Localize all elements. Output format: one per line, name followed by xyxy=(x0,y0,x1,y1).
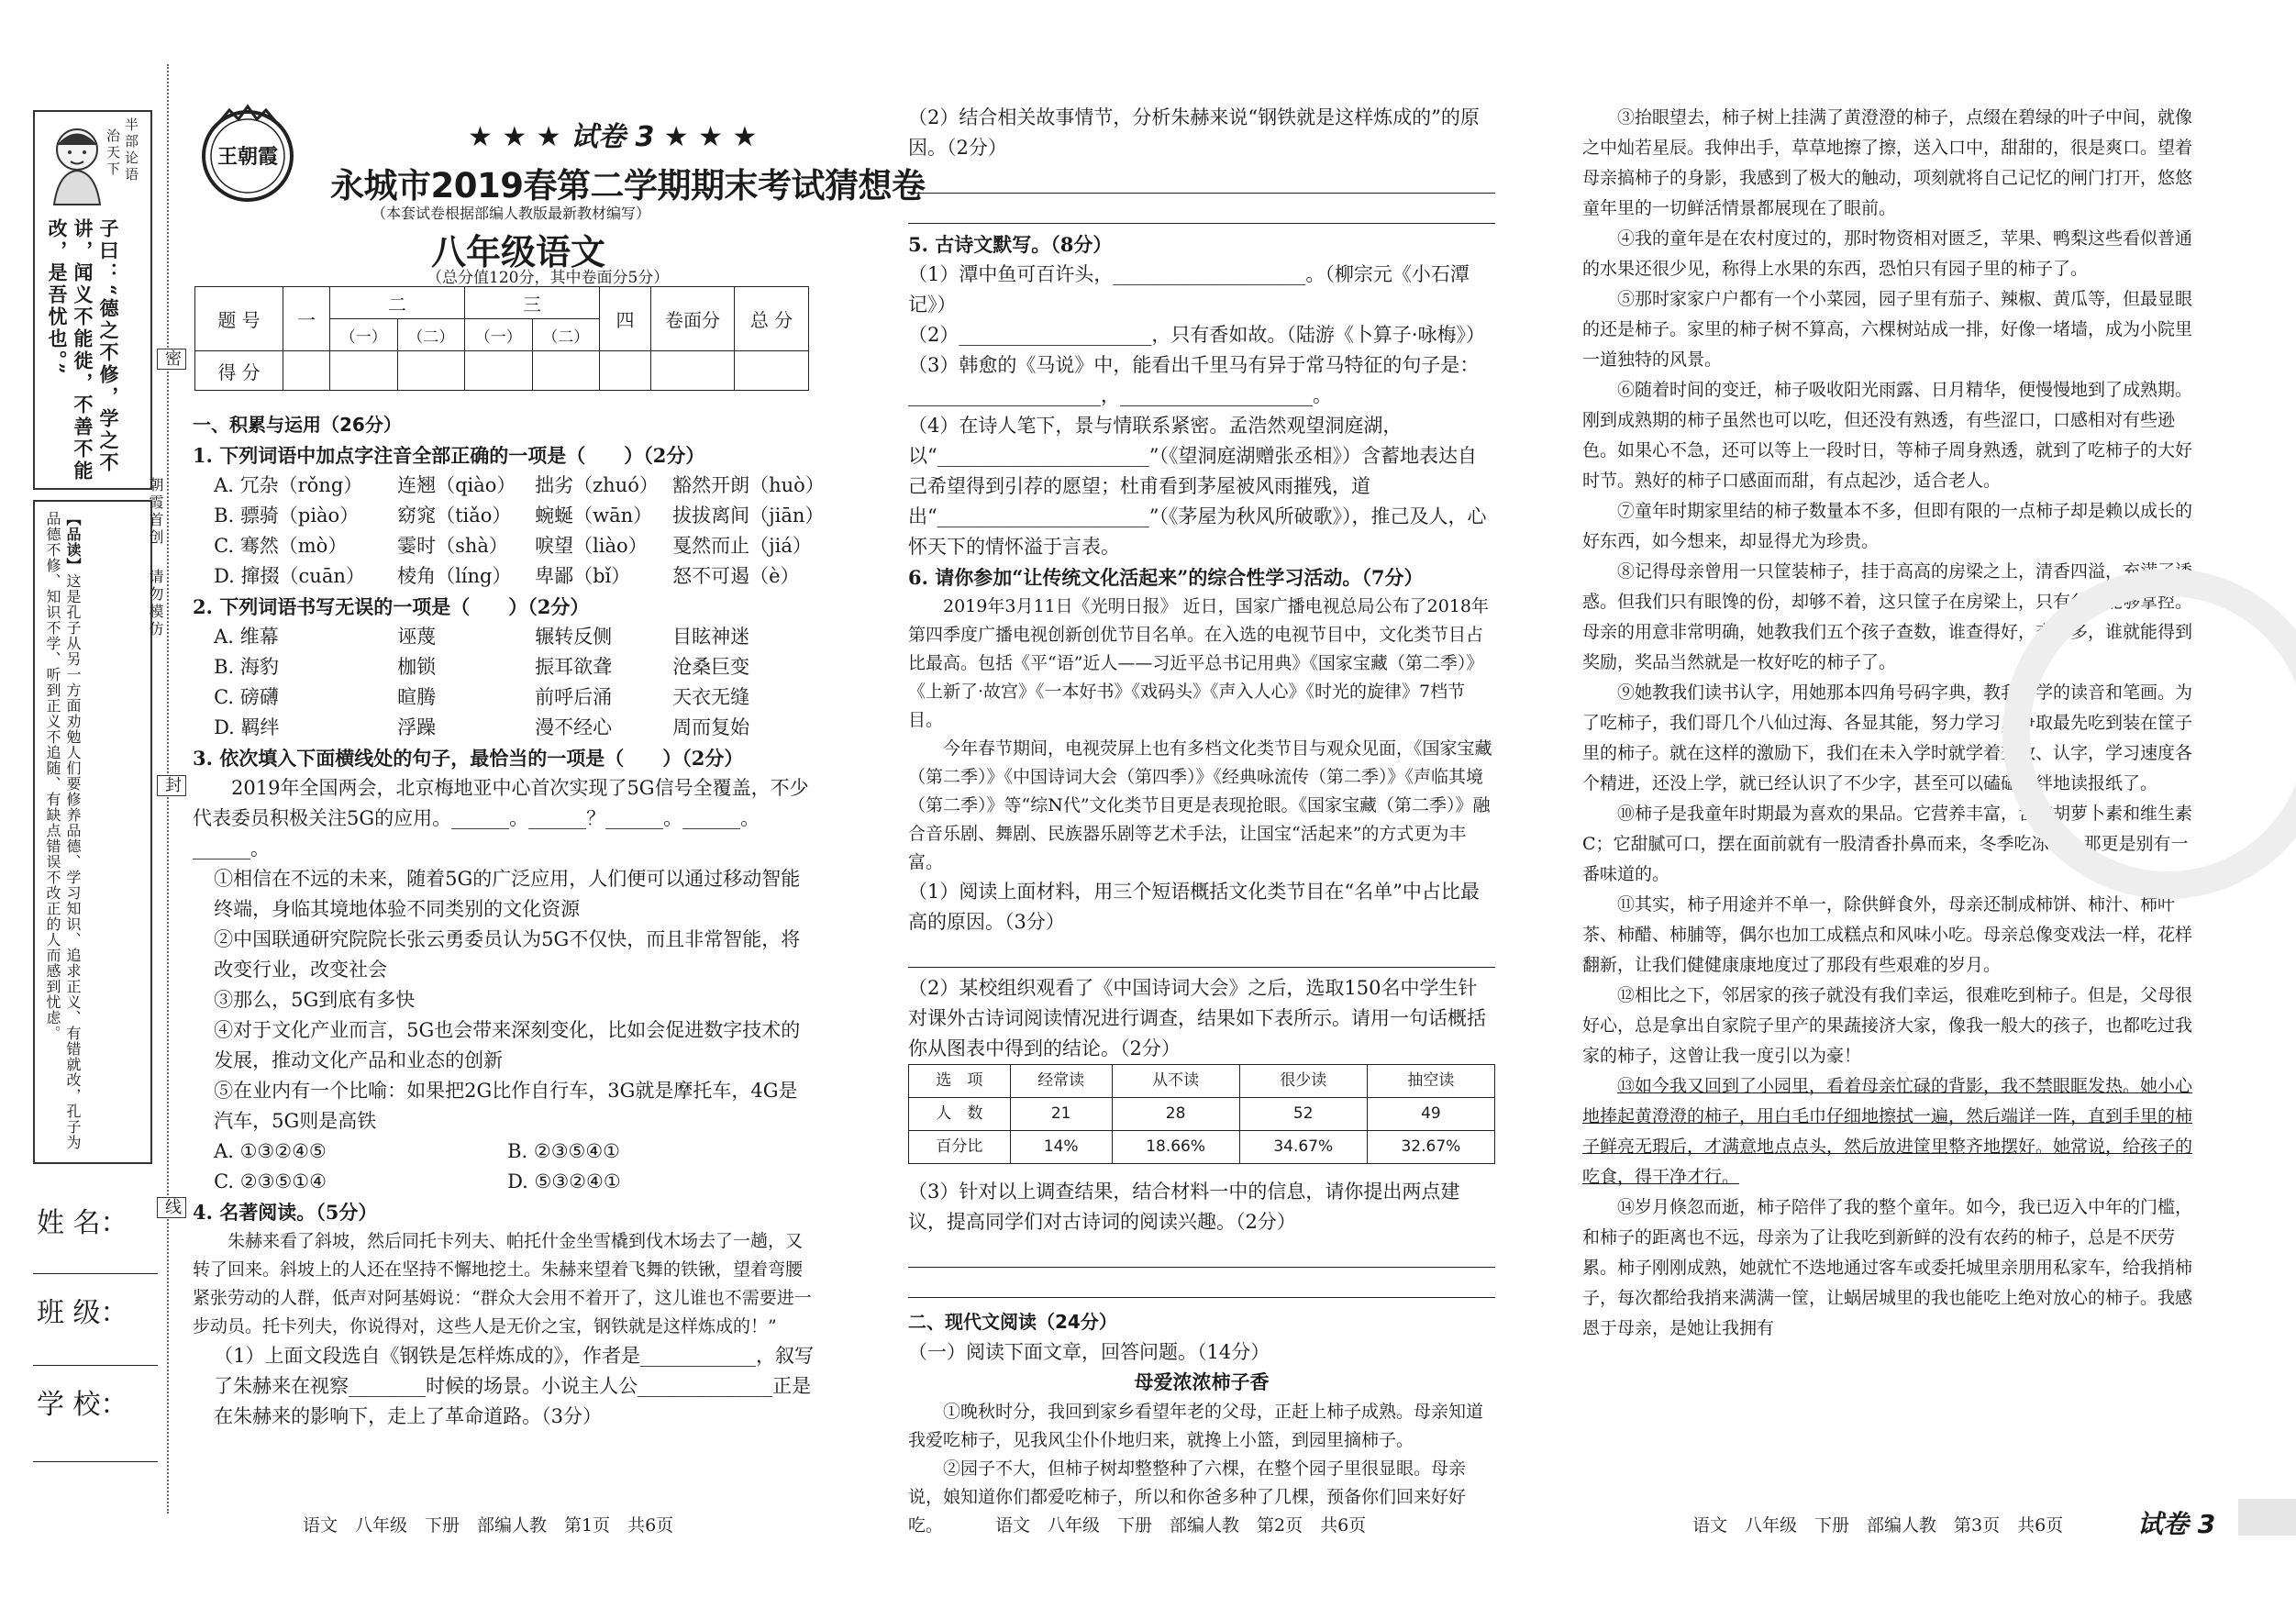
corner-bar xyxy=(2238,1499,2296,1536)
essay-paragraph: ②园子不大，但柿子树却整整种了六棵，在整个园子里很显眼。母亲说，娘知道你们都爱吃柿子，所以和你爸多种了几棵，预备你们回来好好吃。 xyxy=(908,1458,1467,1536)
q1-opt: 窈窕（tiǎo） xyxy=(397,505,512,527)
survey-header: 抽空读 xyxy=(1367,1065,1494,1098)
score-cell[interactable] xyxy=(651,351,735,391)
q5-line: （4）在诗人笔下，景与情联系紧密。孟浩然观望洞庭湖，以“______________________”（《望洞庭湖赠张丞相》）含蓄地表达自己希望得到引荐的愿望；杜甫看到茅屋被风雨摧残，道出“______________________”（《茅屋为秋风所破歌》），推己及人，心怀天下的情怀溢于言表。 xyxy=(908,415,1487,558)
score-cell[interactable] xyxy=(532,351,600,391)
q1-opt: 豁然开朗（huò） xyxy=(672,474,825,496)
section-2-sub: （一）阅读下面文章，回答问题。（14分） xyxy=(908,1341,1270,1363)
score-col-3: 三 xyxy=(465,287,600,319)
q2-opt: 目眩神迷 xyxy=(672,626,750,648)
q3-opt: C. ②③⑤①④ xyxy=(214,1170,327,1192)
q1-opt: 唳望（liào） xyxy=(535,535,648,557)
survey-cell: 21 xyxy=(1010,1098,1112,1131)
pindu-text xyxy=(42,511,83,1153)
q1-stem: 1. 下列词语中加点字注音全部正确的一项是（ ）（2分） xyxy=(193,444,705,467)
q2-opt: 诬蔑 xyxy=(397,626,437,648)
q1-opt: 拔拔离间（jiān） xyxy=(672,505,825,527)
confucius-portrait xyxy=(40,117,114,209)
essay-paragraph: ④我的童年是在农村度过的，那时物资相对匮乏，苹果、鸭梨这些看似普通的水果还很少见，称得上水果的东西，恐怕只有园子里的柿子了。 xyxy=(1582,228,2193,279)
confucius-box xyxy=(33,110,152,490)
q2-opt: 振耳欲聋 xyxy=(535,656,613,678)
score-sub-4: （二） xyxy=(532,319,600,351)
q6-1: （1）阅读上面材料，用三个短语概括文化类节目在“名单”中占比最高的原因。（3分） xyxy=(908,881,1480,933)
column-2 xyxy=(908,103,1495,1540)
score-cell[interactable] xyxy=(735,351,809,391)
survey-header: 选 项 xyxy=(909,1065,1011,1098)
paper-number-text: 试卷 3 xyxy=(571,121,655,153)
score-col-4: 四 xyxy=(600,287,651,351)
q2-opt: 漫不经心 xyxy=(535,716,613,738)
q2-opt: 沧桑巨变 xyxy=(672,656,750,678)
survey-header: 从不读 xyxy=(1112,1065,1239,1098)
score-col-5: 卷面分 xyxy=(651,287,735,351)
survey-cell: 18.66% xyxy=(1112,1131,1239,1164)
q1-opt: 卑鄙（bǐ） xyxy=(535,565,631,587)
school-label: 学 校： xyxy=(37,1389,128,1421)
q1-opt: 霎时（shà） xyxy=(397,535,508,557)
q5-stem: 5. 古诗文默写。（8分） xyxy=(908,233,1113,256)
essay-paragraph: ③抬眼望去，柿子树上挂满了黄澄澄的柿子，点缀在碧绿的叶子中间，就像之中灿若星辰。我伸出手，草草地擦了擦，送入口中，甜甜的，很是爽口。望着母亲搞柿子的身影，我感到了极大的触动，项刻就将自己记忆的闸门打开，悠悠童年里的一切鲜活情景都展现在了眼前。 xyxy=(1582,107,2193,218)
q6-2: （2）某校组织观看了《中国诗词大会》之后，选取150名中学生针对课外古诗词阅读情况进行调查，结果如下表所示。请用一句话概括你从图表中得到的结论。（2分） xyxy=(908,977,1486,1059)
essay-paragraph: ①晚秋时分，我回到家乡看望年老的父母，正赶上柿子成熟。母亲知道我爱吃柿子，见我风尘仆仆地归来，就搀上小篮，到园里摘柿子。 xyxy=(908,1402,1484,1450)
survey-row-label: 人 数 xyxy=(909,1098,1011,1131)
score-sub-3: （一） xyxy=(465,319,533,351)
q3-item: ④对于文化产业而言，5G也会带来深刻变化，比如会促进数字技术的发展，推动文化产品和业态的创新 xyxy=(214,1019,801,1071)
q1-opt: D. 撺掇（cuān） xyxy=(214,565,365,587)
q2-opt: B. 海豹 xyxy=(214,656,279,678)
answer-line[interactable] xyxy=(908,199,1495,224)
q3-item: ⑤在业内有一个比喻：如果把2G比作自行车，3G就是摩托车，4G是汽车，5G则是高铁 xyxy=(214,1080,798,1132)
q6-3: （3）针对以上调查结果，结合材料一中的信息，请你提出两点建议，提高同学们对古诗词的阅读兴趣。（2分） xyxy=(908,1181,1460,1233)
score-cell[interactable] xyxy=(283,351,330,391)
q6-text-1: 2019年3月11日《光明日报》 近日，国家广播电视总局公布了2018年第四季度广播电视创新创优节目名单。在入选的电视节目中，文化类节目占比最高。包括《平“语”近人——习近平总书记用典》《国家宝藏（第二季）》《上新了·故宫》《一本好书》《戏码头》《声入人心》《时光的旋律》7档节目。 xyxy=(908,596,1490,730)
score-cell[interactable] xyxy=(330,351,398,391)
q3-opt: A. ①③②④⑤ xyxy=(214,1140,327,1162)
q2-opt: 周而复始 xyxy=(672,716,750,738)
q2-opt: 前呼后涌 xyxy=(535,686,613,708)
q2-opt: 暄腾 xyxy=(397,686,437,708)
seal-xian: 线 xyxy=(157,1197,186,1218)
section-1-heading: 一、积累与运用（26分） xyxy=(193,414,402,436)
q3-item: ①相信在不远的未来，随着5G的广泛应用，人们便可以通过移动智能终端，身临其境地体验不同类别的文化资源 xyxy=(214,868,801,920)
survey-cell: 28 xyxy=(1112,1098,1239,1131)
q2-opt: 浮躁 xyxy=(397,716,437,738)
survey-row-label: 百分比 xyxy=(909,1131,1011,1164)
seal-feng: 封 xyxy=(157,775,186,796)
paper-number: ★ ★ ★ 试卷 3 ★ ★ ★ xyxy=(468,121,758,153)
name-label: 姓 名： xyxy=(37,1207,128,1239)
q2-opt: A. 维幕 xyxy=(214,626,279,648)
name-input[interactable] xyxy=(33,1248,158,1274)
q2-opt: C. 磅礴 xyxy=(214,686,279,708)
essay-title: 母爱浓浓柿子香 xyxy=(1134,1371,1270,1393)
survey-cell: 32.67% xyxy=(1367,1131,1494,1164)
exam-note: （本套试卷根据部编人教版最新教材编写） xyxy=(372,205,651,222)
q5-line: （3）韩愈的《马说》中，能看出千里马有异于常马特征的句子是：____________________，____________________。 xyxy=(908,354,1480,406)
q1-opt: B. 骠骑（piào） xyxy=(214,505,360,527)
essay-paragraph: ⑤那时家家户户都有一个小菜园，园子里有茄子、辣椒、黄瓜等，但最显眼的还是柿子。家里的柿子树不算高，六棵树站成一排，好像一堵墙，成为小院里一道独特的风景。 xyxy=(1582,289,2193,370)
survey-header: 很少读 xyxy=(1239,1065,1367,1098)
q2-opt: D. 羁绊 xyxy=(214,716,280,738)
class-label: 班 级： xyxy=(37,1297,128,1329)
seal-mi: 密 xyxy=(157,349,186,370)
answer-line[interactable] xyxy=(908,169,1495,194)
q3-text: 2019年全国两会，北京梅地亚中心首次实现了5G信号全覆盖，不少代表委员积极关注5G的应用。______。______？______。______。______。 xyxy=(193,777,809,859)
q1-opt: 棱角（líng） xyxy=(397,565,512,587)
essay-paragraph: ⑬如今我又回到了小园里，看着母亲忙碌的背影，我不禁眼眶发热。她小心地捧起黄澄澄的柿子，用白毛巾仔细地擦拭一遍，然后端详一阵，直到手里的柿子鲜亮无瑕后，才满意地点点头，然后放进筐里整齐地摆好。她常说，给孩子的吃食，得干净才行。 xyxy=(1582,1076,2193,1187)
q1-opt: A. 冗杂（rǒng） xyxy=(214,474,363,496)
score-cell[interactable] xyxy=(600,351,651,391)
essay-paragraph: ⑥随着时间的变迁，柿子吸收阳光雨露、日月精华，便慢慢地到了成熟期。刚到成熟期的柿子虽然也可以吃，但还没有熟透，有些涩口，口感相对有些逊色。如果心不急，还可以等上一段时日，等柿子周身熟透，就到了吃柿子的大好时节。熟好的柿子口感面而甜，有点起沙，适合老人。 xyxy=(1582,380,2193,491)
corner-paper-label: 试卷 3 xyxy=(2137,1509,2216,1539)
essay-paragraph: ⑧记得母亲曾用一只筐装柿子，挂于高高的房梁之上，清香四溢，充满了诱惑。但我们只有眼馋的份，却够不着，这只筐子在房梁上，只有父母能够掌控。母亲的用意非常明确，她教我们五个孩子查数，谁查得好，查得多，谁就能得到奖励，奖品当然就是一枚好吃的柿子了。 xyxy=(1582,561,2193,672)
q1-opt: 蜿蜒（wān） xyxy=(535,505,653,527)
essay-paragraph: ⑦童年时期家里结的柿子数量本不多，但即有限的一点柿子却是赖以成长的好东西，如今想来，却显得尤为珍贵。 xyxy=(1582,501,2193,551)
answer-line[interactable] xyxy=(908,1273,1495,1298)
q3-item: ③那么，5G到底有多快 xyxy=(214,989,416,1011)
q6-stem: 6. 请你参加“让传统文化活起来”的综合性学习活动。（7分） xyxy=(908,566,1424,589)
essay-paragraph: ⑨她教我们读书认字，用她那本四角号码字典，教我们学的读音和笔画。为了吃柿子，我们哥几个八仙过海、各显其能，努力学习，争取最先吃到装在筐子里的柿子。就在这样的激励下，我们在未入学时就学着查数、认字，学习速度各个精进，还没上学，就已经认识了不少字，甚至可以磕磕绊绊地读报纸了。 xyxy=(1582,682,2193,793)
pindu-body: 这是孔子从另一方面劝勉人们要修养品德、学习知识、追求正义、有错就改，孔子为品德不修、知识不学、听到正义不追随、有缺点错误不改正的人而感到忧虑。 xyxy=(44,511,82,1150)
q1-options xyxy=(193,471,825,592)
binding-word-2: 请勿模仿 xyxy=(147,569,164,638)
binding-word-1: 朝霞首创 xyxy=(147,477,164,547)
q3-opt: B. ②③⑤④① xyxy=(507,1140,621,1162)
section-2-heading: 二、现代文阅读（24分） xyxy=(908,1311,1117,1333)
score-q-label: 题 号 xyxy=(195,287,283,351)
sidebar-tag-2: 治天下 xyxy=(105,128,121,178)
score-cell[interactable] xyxy=(397,351,465,391)
q2-opt: 辗转反侧 xyxy=(535,626,613,648)
confucius-quote: 子曰：“德之不修，学之不讲，闻义不能徙，不善不能改，是吾忧也。” xyxy=(46,218,120,482)
pindu-label: 【品读】 xyxy=(64,511,82,573)
column-1 xyxy=(193,410,825,1432)
footer-page-1: 语文 八年级 下册 部编人教 第1页 共6页 xyxy=(303,1515,674,1536)
q5-line: （2）____________________，只有香如故。（陆游《卜算子·咏梅》） xyxy=(908,324,1486,346)
score-table xyxy=(194,286,809,391)
score-sub-2: （二） xyxy=(397,319,465,351)
brand-logo xyxy=(197,103,298,204)
score-label: 得 分 xyxy=(195,351,283,391)
score-col-2: 二 xyxy=(330,287,465,319)
survey-cell: 14% xyxy=(1010,1131,1112,1164)
class-input[interactable] xyxy=(33,1339,158,1366)
survey-cell: 34.67% xyxy=(1239,1131,1367,1164)
survey-cell: 49 xyxy=(1367,1098,1494,1131)
q4-text: 朱赫来看了斜坡，然后同托卡列夫、帕托什金坐雪橇到伐木场去了一趟，又转了回来。斜坡上的人还在坚持不懈地挖土。朱赫来望着飞舞的铁锹，望着弯腰紧张劳动的人群，低声对阿基姆说：“群众大会用不着开了，这儿谁也不需要进一步动员。托卡列夫，你说得对，这些人是无价之宝，钢铁就是这样炼成的！” xyxy=(193,1231,812,1336)
pindu-box xyxy=(33,500,152,1164)
score-col-1: 一 xyxy=(283,287,330,351)
q1-opt: 戛然而止（jiá） xyxy=(672,535,812,557)
q3-item: ②中国联通研究院院长张云勇委员认为5G不仅快，而且非常智能，将改变行业，改变社会 xyxy=(214,928,801,981)
subject-title: 八年级语文 xyxy=(431,232,606,272)
q6-text-2: 今年春节期间，电视荧屏上也有多档文化类节目与观众见面，《国家宝藏（第二季）》《中国诗词大会（第四季）》《经典咏流传（第二季）》《声临其境（第二季）》等“综N代”文化类节目更是表现抢眼。《国家宝藏（第二季）》融合音乐剧、舞剧、民族器乐剧等艺术手法，让国宝“活起来”的方式更为丰富。 xyxy=(908,738,1492,872)
footer-page-3: 语文 八年级 下册 部编人教 第3页 共6页 xyxy=(1692,1515,2064,1536)
q2-opt: 天衣无缝 xyxy=(672,686,750,708)
sidebar xyxy=(0,0,182,1597)
school-input[interactable] xyxy=(33,1436,158,1462)
survey-cell: 52 xyxy=(1239,1098,1367,1131)
q4-stem: 4. 名著阅读。（5分） xyxy=(193,1201,378,1224)
answer-line[interactable] xyxy=(908,943,1495,968)
q2-stem: 2. 下列词语书写无误的一项是（ ）（2分） xyxy=(193,595,590,618)
essay-paragraph: ⑫相比之下，邻居家的孩子就没有我们幸运，很难吃到柿子。但是，父母很好心，总是拿出自家院子里产的果蔬接济大家，像我一般大的孩子，也都吃过我家的柿子，这曾让我一度引以为豪！ xyxy=(1582,985,2193,1066)
essay-paragraph: ⑭岁月倏忽而逝，柿子陪伴了我的整个童年。如今，我已迈入中年的门槛，和柿子的距离也不远，母亲为了让我吃到新鲜的没有农药的柿子，总是不厌劳累。柿子刚刚成熟，她就忙不迭地通过客车或委托城里亲朋用私家车，给我捎柿子，每次都给我捎来满满一筐，让蜗居城里的我也能吃上绝对放心的柿子。我感恩于母亲，是她让我拥有 xyxy=(1582,1197,2193,1338)
q3-opt: D. ⑤③②④① xyxy=(507,1170,621,1192)
score-sub-1: （一） xyxy=(330,319,398,351)
score-cell[interactable] xyxy=(465,351,533,391)
q4-2: （2）结合相关故事情节，分析朱赫来说“钢铁就是这样炼成的”的原因。（2分） xyxy=(908,106,1480,159)
q2-opt: 枷锁 xyxy=(397,656,437,678)
exam-title: 永城市2019春第二学期期末考试猜想卷 xyxy=(330,166,926,205)
survey-table xyxy=(908,1064,1495,1164)
q3-options xyxy=(193,1137,816,1197)
footer-page-2: 语文 八年级 下册 部编人教 第2页 共6页 xyxy=(995,1515,1367,1536)
brand-text: 王朝霞 xyxy=(217,145,279,169)
score-col-6: 总 分 xyxy=(735,287,809,351)
q4-1: （1）上面文段选自《钢铁是怎样炼成的》，作者是____________，叙写了朱赫来在视察________时候的场景。小说主人公______________正是在朱赫来的影响下，走上了革命道路。（3分） xyxy=(214,1345,814,1427)
q1-opt: 连翘（qiào） xyxy=(397,474,516,496)
q2-options xyxy=(193,622,816,743)
sidebar-tag-1: 半部论语 xyxy=(123,117,139,183)
q3-stem: 3. 依次填入下面横线处的句子，最恰当的一项是（ ）（2分） xyxy=(193,747,744,770)
survey-header: 经常读 xyxy=(1010,1065,1112,1098)
essay-paragraph: ⑪其实，柿子用途并不单一，除供鲜食外，母亲还制成柿饼、柿汁、柿叶茶、柿醋、柿脯等，偶尔也加工成糕点和风味小吃。母亲总像变戏法一样，花样翻新，让我们健健康康地度过了那段有些艰难的岁月。 xyxy=(1582,894,2193,975)
q1-opt: 怒不可遏（è） xyxy=(672,565,800,587)
essay-paragraph: ⑩柿子是我童年时期最为喜欢的果品。它营养丰富，含有胡萝卜素和维生素C；它甜腻可口，摆在面前就有一股清香扑鼻而来，冬季吃冻柿，那更是别有一番味道的。 xyxy=(1582,804,2193,884)
q1-opt: 拙劣（zhuó） xyxy=(535,474,659,496)
score-note: （总分值120分，其中卷面分5分） xyxy=(427,269,670,287)
q5-line: （1）潭中鱼可百许头，____________________。（柳宗元《小石潭记》） xyxy=(908,263,1470,316)
answer-line[interactable] xyxy=(908,1243,1495,1268)
q1-opt: C. 骞然（mò） xyxy=(214,535,348,557)
